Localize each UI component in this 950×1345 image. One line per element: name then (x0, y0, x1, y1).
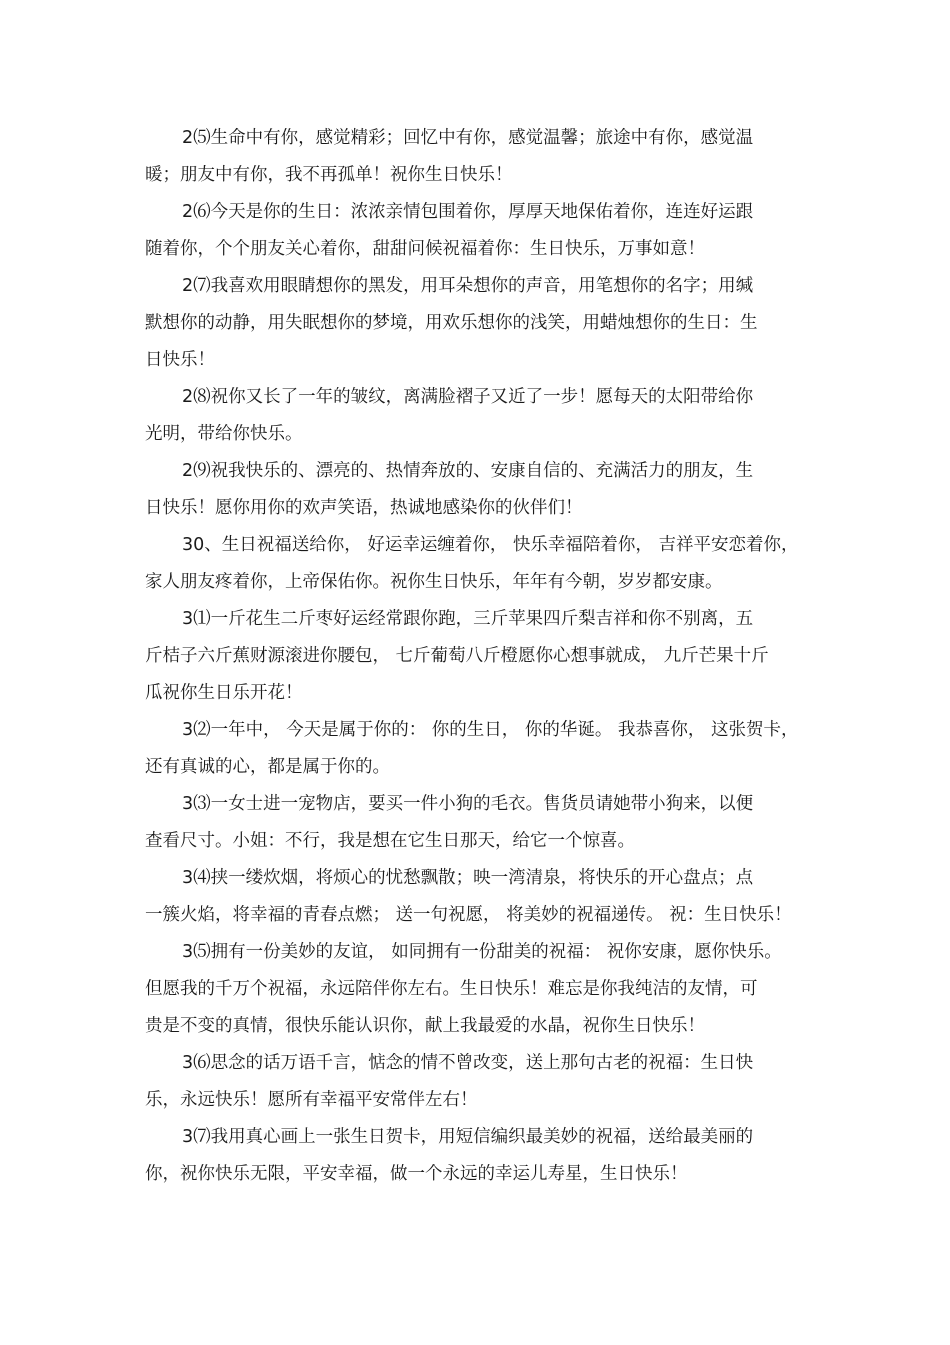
text-line: 3⑺我用真心画上一张生日贺卡，用短信编织最美妙的祝福，送给最美丽的 (182, 1127, 754, 1147)
text-line: 3⑸拥有一份美妙的友谊， 如同拥有一份甜美的祝福： 祝你安康，愿你快乐。 (182, 942, 782, 962)
text-line: 默想你的动静，用失眠想你的梦境，用欢乐想你的浅笑，用蜡烛想你的生日：生 (145, 313, 758, 333)
text-line: 你，祝你快乐无限，平安幸福，做一个永远的幸运儿寿星，生日快乐！ (145, 1164, 688, 1184)
text-line: 3⑴一斤花生二斤枣好运经常跟你跑，三斤苹果四斤梨吉祥和你不别离，五 (182, 609, 754, 629)
text-line: 30、生日祝福送给你， 好运幸运缠着你， 快乐幸福陪着你， 吉祥平安恋着你， (182, 535, 799, 555)
paragraph-35 (145, 934, 805, 1045)
text-line: 随着你，个个朋友关心着你，甜甜问候祝福着你：生日快乐，万事如意！ (145, 239, 705, 259)
paragraph-29 (145, 453, 805, 527)
paragraph-25 (145, 120, 805, 194)
paragraph-27 (145, 268, 805, 379)
text-line: 2⑺我喜欢用眼睛想你的黑发，用耳朵想你的声音，用笔想你的名字；用缄 (182, 276, 754, 296)
paragraph-28 (145, 379, 805, 453)
document-body (145, 120, 805, 1193)
text-line: 日快乐！愿你用你的欢声笑语，热诚地感染你的伙伴们！ (145, 498, 583, 518)
text-line: 日快乐！ (145, 350, 215, 370)
text-line: 一簇火焰，将幸福的青春点燃； 送一句祝愿， 将美妙的祝福递传。 祝：生日快乐！ (145, 905, 792, 925)
paragraph-36 (145, 1045, 805, 1119)
text-line: 2⑼祝我快乐的、漂亮的、热情奔放的、安康自信的、充满活力的朋友，生 (182, 461, 754, 481)
text-line: 瓜祝你生日乐开花！ (145, 683, 303, 703)
text-line: 贵是不变的真情，很快乐能认识你，献上我最爱的水晶，祝你生日快乐！ (145, 1016, 705, 1036)
text-line: 3⑹思念的话万语千言，惦念的情不曾改变，送上那句古老的祝福：生日快 (182, 1053, 754, 1073)
paragraph-31 (145, 601, 805, 712)
text-line: 2⑻祝你又长了一年的皱纹，离满脸褶子又近了一步！愿每天的太阳带给你 (182, 387, 754, 407)
paragraph-34 (145, 860, 805, 934)
text-line: 斤桔子六斤蕉财源滚进你腰包， 七斤葡萄八斤橙愿你心想事就成， 九斤芒果十斤 (145, 646, 769, 666)
paragraph-26 (145, 194, 805, 268)
paragraph-30 (145, 527, 805, 601)
text-line: 暖；朋友中有你，我不再孤单！祝你生日快乐！ (145, 165, 513, 185)
paragraph-33 (145, 786, 805, 860)
paragraph-37 (145, 1119, 805, 1193)
text-line: 2⑸生命中有你，感觉精彩；回忆中有你，感觉温馨；旅途中有你，感觉温 (182, 128, 754, 148)
text-line: 还有真诚的心，都是属于你的。 (145, 757, 390, 777)
text-line: 乐，永远快乐！愿所有幸福平安常伴左右！ (145, 1090, 478, 1110)
text-line: 光明，带给你快乐。 (145, 424, 303, 444)
text-line: 3⑷挟一缕炊烟，将烦心的忧愁飘散；映一湾清泉，将快乐的开心盘点；点 (182, 868, 754, 888)
paragraph-32 (145, 712, 805, 786)
text-line: 查看尺寸。小姐：不行，我是想在它生日那天，给它一个惊喜。 (145, 831, 635, 851)
text-line: 但愿我的千万个祝福，永远陪伴你左右。生日快乐！难忘是你我纯洁的友情，可 (145, 979, 758, 999)
text-line: 2⑹今天是你的生日：浓浓亲情包围着你，厚厚天地保佑着你，连连好运跟 (182, 202, 754, 222)
text-line: 3⑶一女士进一宠物店，要买一件小狗的毛衣。售货员请她带小狗来，以便 (182, 794, 754, 814)
text-line: 3⑵一年中， 今天是属于你的： 你的生日， 你的华诞。 我恭喜你， 这张贺卡， (182, 720, 799, 740)
text-line: 家人朋友疼着你，上帝保佑你。祝你生日快乐，年年有今朝，岁岁都安康。 (145, 572, 723, 592)
